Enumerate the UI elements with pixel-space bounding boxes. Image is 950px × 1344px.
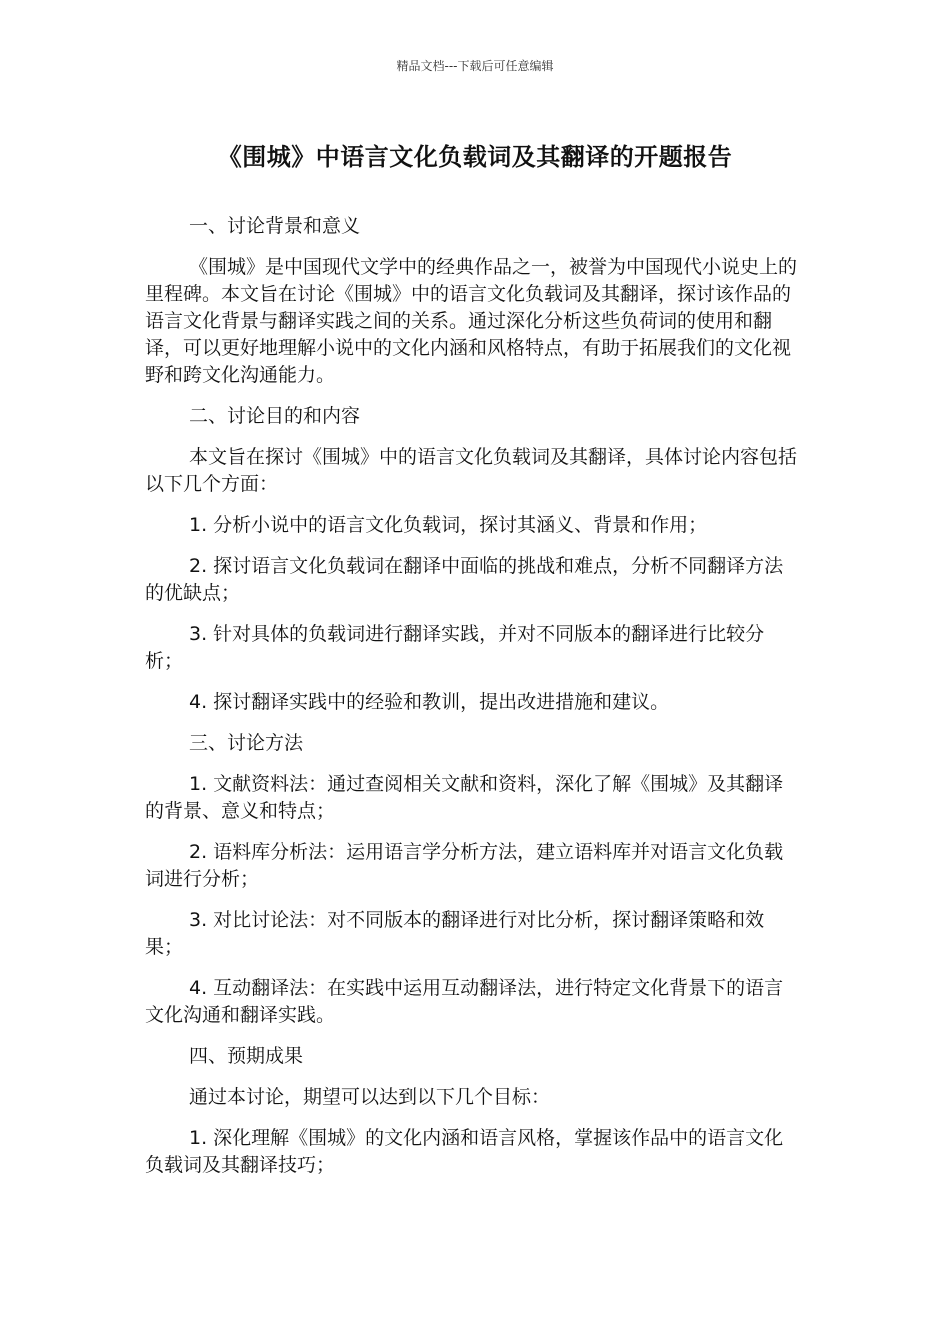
- paragraph-purpose-intro: 本文旨在探讨《围城》中的语言文化负载词及其翻译，具体讨论内容包括以下几个方面：: [145, 446, 798, 495]
- section-heading-outcomes: 四、预期成果: [189, 1045, 304, 1067]
- list-item: 2. 语料库分析法：运用语言学分析方法，建立语料库并对语言文化负载词进行分析；: [145, 841, 784, 890]
- document-body: [145, 213, 800, 1193]
- list-item: 1. 文献资料法：通过查阅相关文献和资料，深化了解《围城》及其翻译的背景、意义和特点；: [145, 773, 784, 822]
- section-heading-background: 一、讨论背景和意义: [189, 215, 361, 237]
- list-item: 4. 互动翻译法：在实践中运用互动翻译法，进行特定文化背景下的语言文化沟通和翻译实践。: [145, 977, 784, 1026]
- page-header: 精品文档---下载后可任意编辑: [396, 59, 554, 73]
- section-heading-method: 三、讨论方法: [189, 732, 304, 754]
- section-heading-purpose: 二、讨论目的和内容: [189, 405, 361, 427]
- list-item: 4. 探讨翻译实践中的经验和教训，提出改进措施和建议。: [189, 691, 670, 713]
- paragraph-outcomes-intro: 通过本讨论，期望可以达到以下几个目标：: [189, 1086, 551, 1108]
- list-item: 1. 深化理解《围城》的文化内涵和语言风格，掌握该作品中的语言文化负载词及其翻译技巧；: [145, 1127, 784, 1176]
- paragraph-background: 《围城》是中国现代文学中的经典作品之一，被誉为中国现代小说史上的里程碑。本文旨在讨论《围城》中的语言文化负载词及其翻译，探讨该作品的语言文化背景与翻译实践之间的关系。通过深化分析这些负荷词的使用和翻译，可以更好地理解小说中的文化内涵和风格特点，有助于拓展我们的文化视野和跨文化沟通能力。: [145, 256, 798, 386]
- list-item: 3. 对比讨论法：对不同版本的翻译进行对比分析，探讨翻译策略和效果；: [145, 909, 765, 958]
- list-item: 3. 针对具体的负载词进行翻译实践，并对不同版本的翻译进行比较分析；: [145, 623, 765, 672]
- list-item: 1. 分析小说中的语言文化负载词，探讨其涵义、背景和作用；: [189, 514, 708, 536]
- document-title: 《围城》中语言文化负载词及其翻译的开题报告: [217, 143, 733, 171]
- list-item: 2. 探讨语言文化负载词在翻译中面临的挑战和难点，分析不同翻译方法的优缺点；: [145, 555, 784, 604]
